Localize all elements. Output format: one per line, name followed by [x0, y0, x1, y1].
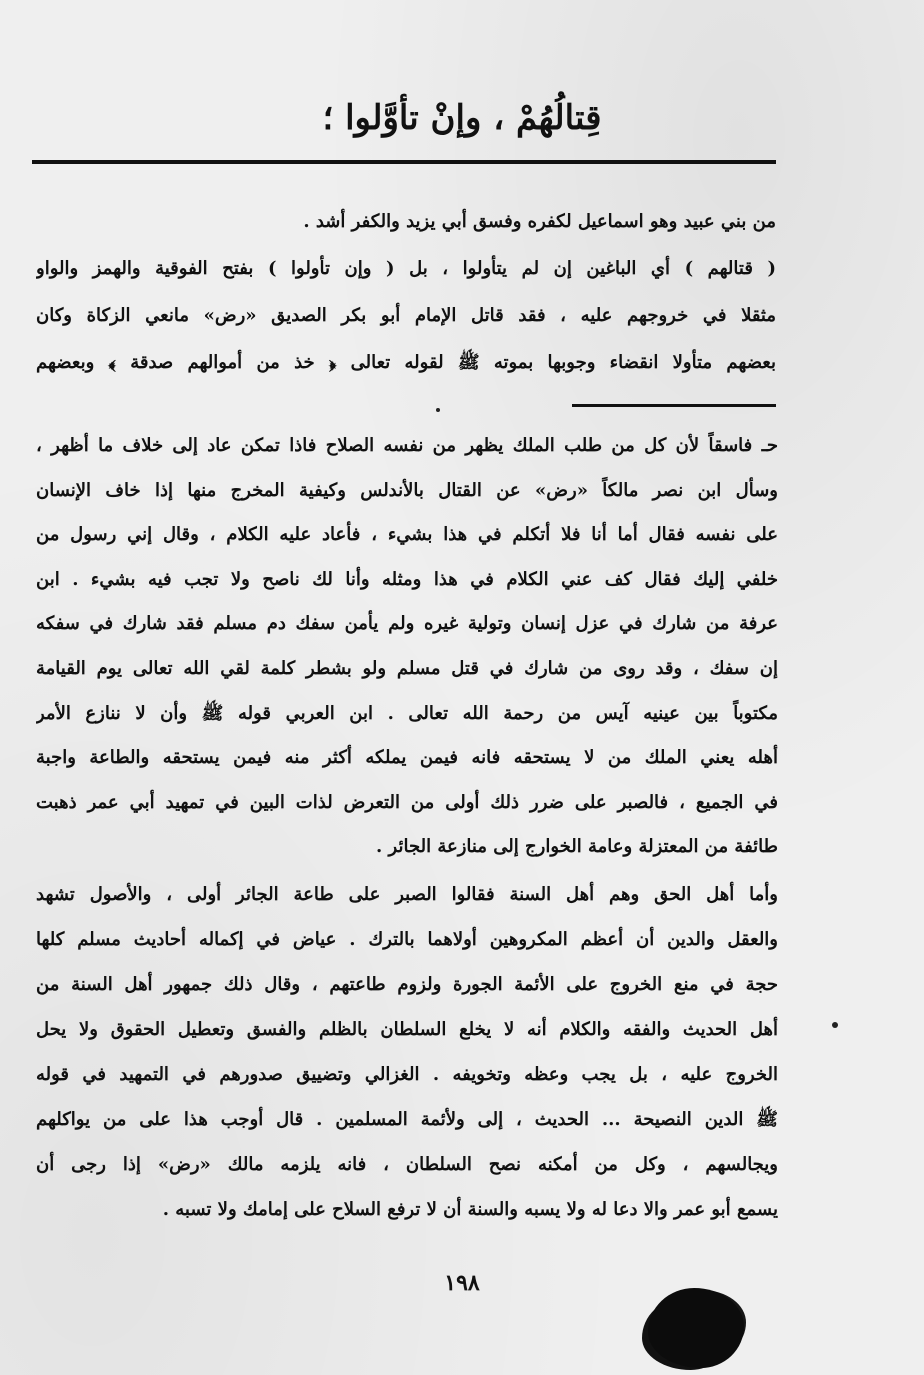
text-line: عرفة من شارك في عزل إنسان وتولية غيره ولم يأمن سفك دم مسلم فقد شارك في سفكه: [36, 613, 778, 635]
text-line: يسمع أبو عمر والا دعا له ولا يسبه والسنة أن لا ترفع السلاح على إمامك ولا تسبه .: [162, 1199, 778, 1220]
text-line: وأما أهل الحق وهم أهل السنة فقالوا الصبر على طاعة الجائر أولى ، والأصول تشهد: [36, 884, 778, 905]
text-line: الخروج عليه ، بل يجب وعظه وتخويفه . الغزالي وتضييق صدورهم في التمهيد في قوله: [36, 1064, 778, 1085]
text-line: ويجالسهم ، وكل من أمكنه نصح السلطان ، فانه يلزمه مالك «رض» إذا رجى أن: [36, 1154, 778, 1175]
text-line: وسأل ابن نصر مالكاً «رض» عن القتال بالأندلس وكيفية المخرج منها إذا خاف الإنسان: [36, 479, 778, 501]
text-line: إن سفك ، وقد روى من شارك في قتل مسلم ولو بشطر كلمة لقي الله تعالى يوم القيامة: [36, 657, 778, 679]
text-line: حجة في منع الخروج على الأئمة الجورة ولزوم طاعتهم ، وقال ذلك جمهور أهل السنة من: [36, 974, 778, 995]
ink-speck: [832, 1022, 838, 1028]
ink-stain: [648, 1288, 744, 1368]
text-line: حـ فاسقاً لأن كل من طلب الملك يظهر من نفسه الصلاح فاذا تمكن عاد إلى خلاف ما أظهر ،: [36, 435, 778, 456]
page-number: ١٩٨: [444, 1270, 480, 1296]
text-line: ﷺ الدين النصيحة ... الحديث ، إلى ولأئمة المسلمين . قال أوجب هذا على من يواكلهم: [36, 1109, 778, 1130]
text-line: ( قتالهم ) أي الباغين إن لم يتأولوا ، بل ( وإن تأولوا ) بفتح الفوقية والهمز والواو: [36, 258, 776, 279]
header-divider: [32, 160, 776, 164]
text-line: أهله يعني الملك من لا يستحقه فانه فيمن يملكه أكثر منه فيمن يستحقه والطاعة واجبة: [36, 747, 778, 769]
text-line: من بني عبيد وهو اسماعيل لكفره وفسق أبي يزيد والكفر أشد .: [303, 211, 776, 232]
page-header-title: قِتالُهُمْ ، وإنْ تأوَّلوا ؛: [322, 98, 602, 138]
final-paragraph: [36, 872, 778, 1232]
text-line: مثقلا في خروجهم عليه ، فقد قاتل الإمام أبو بكر الصديق «رض» مانعي الزكاة وكان: [36, 305, 776, 326]
intro-paragraph: [36, 198, 776, 386]
text-line: طائفة من المعتزلة وعامة الخوارج إلى منازعة الجائر .: [376, 836, 778, 858]
text-line: أهل الحديث والفقه والكلام أنه لا يخلع السلطان بالظلم والفسق وتعطيل الحقوق ولا يحل: [36, 1019, 778, 1040]
ink-speck: [436, 408, 440, 412]
text-line: خلفي إليك فقال كف عني الكلام في هذا ومثله وأنا لك ناصح ولا تجب فيه بشيء . ابن: [36, 568, 778, 590]
footnote-divider: [572, 404, 776, 407]
text-line: على نفسه فقال أما أنا فلا أتكلم في هذا بشيء ، فأعاد عليه الكلام ، وقال إني رسول من: [36, 524, 778, 546]
text-line: في الجميع ، فالصبر على ضرر ذلك أولى من التعرض لذات البين في تمهيد أبي عمر ذهبت: [36, 791, 778, 813]
text-line: والعقل والدين أن أعظم المكروهين أولاهما بالترك . عياض في إكماله أحاديث مسلم كلها: [36, 929, 778, 950]
text-line: بعضهم متأولا انقضاء وجوبها بموته ﷺ لقوله تعالى ﴿ خذ من أموالهم صدقة ﴾ وبعضهم: [36, 352, 776, 373]
text-line: مكتوباً بين عينيه آيس من رحمة الله تعالى . ابن العربي قوله ﷺ وأن لا ننازع الأمر: [36, 702, 778, 724]
footnote-paragraph: [36, 424, 778, 870]
